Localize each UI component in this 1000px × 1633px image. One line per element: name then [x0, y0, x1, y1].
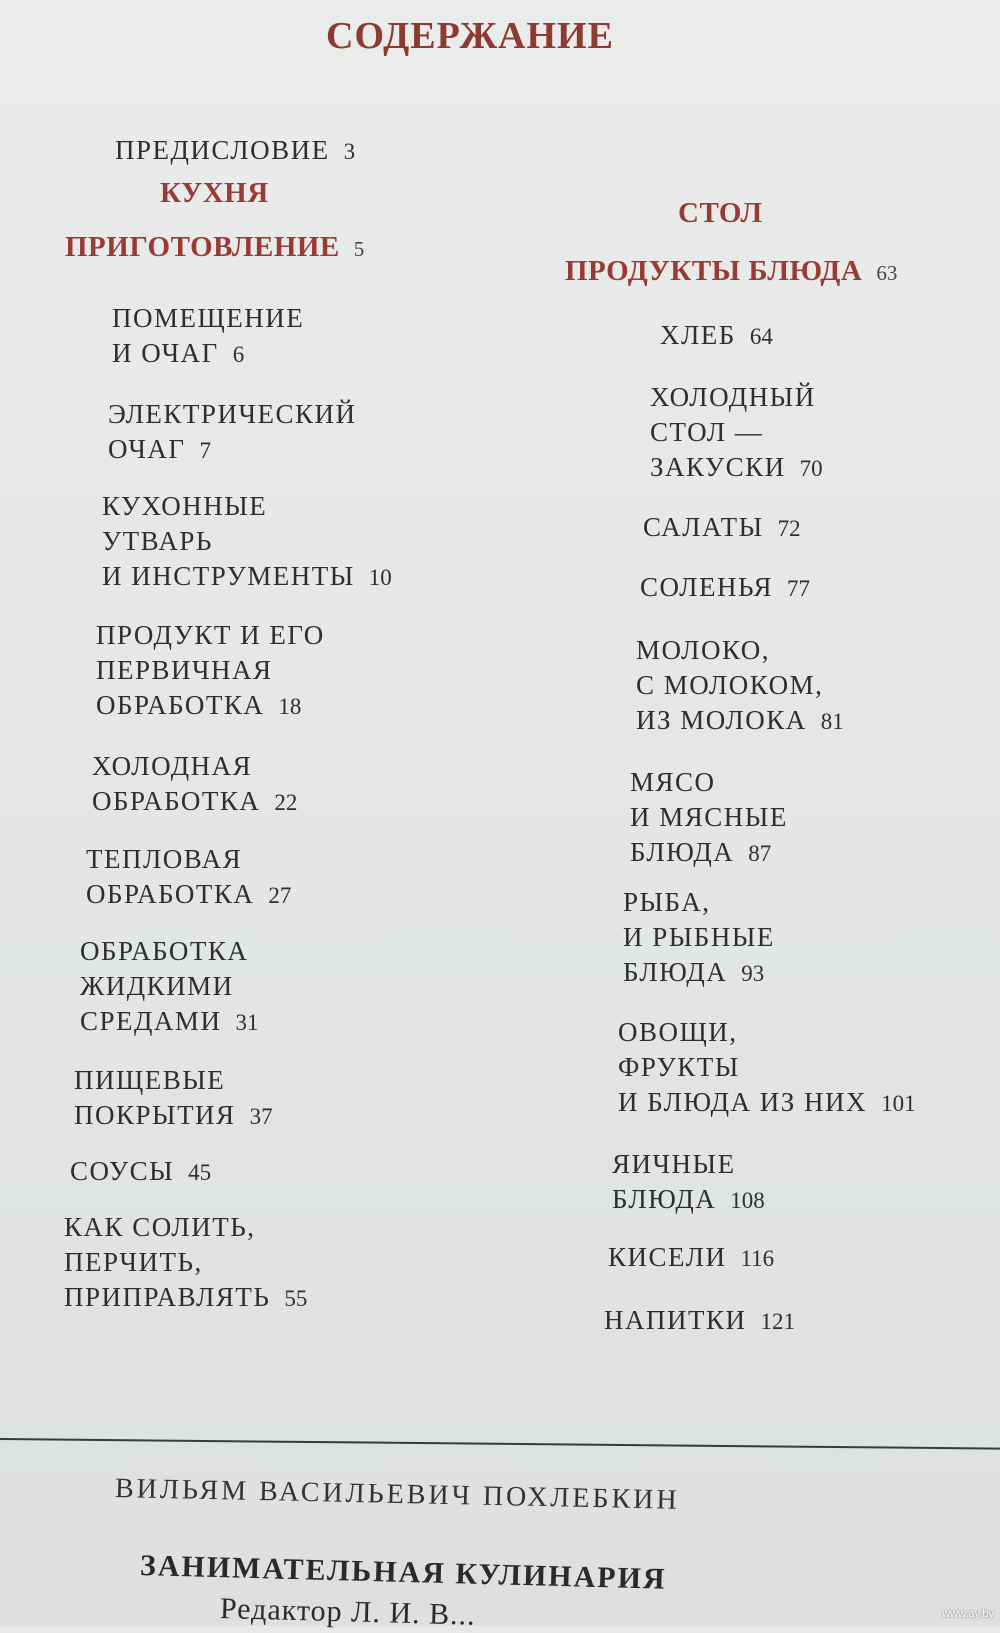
toc-entry-text: БЛЮДА	[630, 837, 735, 867]
toc-entry-line	[650, 380, 823, 415]
toc-entry-text: ХОЛОДНЫЙ	[650, 382, 816, 412]
toc-page-number: 93	[741, 961, 765, 986]
toc-page-number: 31	[235, 1010, 259, 1035]
toc-entry-preface	[115, 133, 355, 169]
toc-entry-text: С МОЛОКОМ,	[636, 670, 824, 700]
toc-page-number: 121	[760, 1309, 795, 1334]
toc-entry-line	[70, 1154, 211, 1190]
divider-line	[0, 1438, 1000, 1450]
toc-page-number: 101	[881, 1091, 916, 1116]
toc-entry-text: КУХОННЫЕ	[102, 491, 268, 521]
toc-entry-line	[630, 835, 788, 871]
toc-entry-text: СОУСЫ	[70, 1156, 175, 1186]
toc-entry-line	[618, 1085, 916, 1121]
toc-entry-line	[636, 668, 844, 703]
toc-page-number: 37	[249, 1104, 273, 1129]
toc-entry-line	[608, 1240, 774, 1276]
toc-entry	[92, 749, 297, 820]
toc-entry-line	[86, 877, 291, 913]
author-name: ВИЛЬЯМ ВАСИЛЬЕВИЧ ПОХЛЕБКИН	[114, 1473, 680, 1516]
toc-entry-text: ИЗ МОЛОКА	[636, 705, 807, 735]
toc-entry-text: ЗАКУСКИ	[650, 452, 786, 482]
toc-entry-text: УТВАРЬ	[102, 526, 213, 556]
toc-entry-line	[96, 618, 325, 653]
toc-entry-text: ХОЛОДНАЯ	[92, 751, 253, 781]
toc-entry-line	[64, 1245, 307, 1280]
toc-entry-line	[630, 800, 788, 835]
toc-entry-text: МЯСО	[630, 767, 716, 797]
toc-entry-line	[618, 1050, 916, 1085]
toc-entry-text: РЫБА,	[623, 887, 711, 917]
toc-entry-text: ОБРАБОТКА	[92, 786, 261, 816]
toc-entry-line	[64, 1280, 307, 1316]
toc-entry-text: ОБРАБОТКА	[86, 879, 255, 909]
toc-entry-line	[74, 1098, 273, 1134]
toc-entry-text: КИСЕЛИ	[608, 1242, 727, 1272]
toc-entry-line	[612, 1182, 765, 1218]
toc-entry-text: СОЛЕНЬЯ	[640, 572, 774, 602]
toc-entry-line	[108, 432, 357, 468]
toc-page-number: 27	[268, 883, 292, 908]
toc-entry	[74, 1063, 273, 1134]
toc-page-number: 45	[188, 1160, 212, 1185]
toc-entry-line	[64, 1210, 307, 1245]
toc-entry	[660, 318, 773, 354]
toc-entry-text: ПЕРЧИТЬ,	[64, 1247, 203, 1277]
toc-entry	[108, 397, 357, 468]
editor-line: Редактор Л. И. В...	[219, 1592, 477, 1632]
toc-entry-text: ОБРАБОТКА	[80, 936, 249, 966]
toc-entry-line	[96, 653, 325, 688]
toc-entry-text: СТОЛ —	[650, 417, 764, 447]
toc-page-number: 70	[799, 456, 823, 481]
toc-page-number: 22	[274, 790, 298, 815]
toc-entry-text: ПОМЕЩЕНИЕ	[112, 303, 305, 333]
toc-entry-line	[92, 749, 297, 784]
toc-entry-text: ЯИЧНЫЕ	[612, 1149, 736, 1179]
toc-page-number: 72	[777, 516, 801, 541]
toc-entry-text: ЭЛЕКТРИЧЕСКИЙ	[108, 399, 357, 429]
toc-entry	[618, 1015, 916, 1121]
toc-entry-line	[640, 570, 810, 606]
toc-entry-line	[623, 955, 775, 991]
toc-entry-text: ПИЩЕВЫЕ	[74, 1065, 226, 1095]
toc-entry	[640, 570, 810, 606]
toc-entry-text: ЖИДКИМИ	[80, 971, 234, 1001]
toc-entry-text: ПРОДУКТ И ЕГО	[96, 620, 325, 650]
section-title-kitchen: КУХНЯ	[160, 177, 269, 209]
toc-page-number: 10	[368, 565, 392, 590]
toc-entry-text: И БЛЮДА ИЗ НИХ	[618, 1087, 868, 1117]
toc-entry-text: НАПИТКИ	[604, 1305, 747, 1335]
toc-entry-line	[96, 688, 325, 724]
toc-entry-text: ПЕРВИЧНАЯ	[96, 655, 273, 685]
toc-page-number: 5	[353, 237, 365, 261]
toc-page-number: 3	[343, 139, 356, 164]
toc-page-number: 6	[232, 342, 245, 367]
toc-entry-line	[650, 415, 823, 450]
toc-page-number: 18	[278, 694, 302, 719]
toc-entry-line	[80, 969, 258, 1004]
toc-entry-line	[650, 450, 823, 486]
toc-entry	[636, 633, 844, 739]
toc-entry	[86, 842, 291, 913]
toc-page-number: 81	[820, 709, 844, 734]
toc-page-number: 108	[730, 1188, 765, 1213]
toc-entry-text: И ОЧАГ	[112, 338, 219, 368]
watermark: www.ay.by	[942, 1608, 994, 1620]
toc-entry-text: МОЛОКО,	[636, 635, 771, 665]
toc-entry-text: КАК СОЛИТЬ,	[64, 1212, 256, 1242]
toc-page-number: 116	[740, 1246, 775, 1271]
toc-entry-line	[74, 1063, 273, 1098]
toc-entry	[650, 380, 823, 486]
toc-entry	[112, 301, 304, 372]
toc-entry-text: ХЛЕБ	[660, 320, 736, 350]
toc-entry-line	[612, 1147, 765, 1182]
toc-entry-text: ПРЕДИСЛОВИЕ	[115, 135, 330, 165]
toc-page-number: 55	[284, 1286, 308, 1311]
toc-entry-line	[102, 489, 392, 524]
toc-entry-text: БЛЮДА	[612, 1184, 717, 1214]
book-title: ЗАНИМАТЕЛЬНАЯ КУЛИНАРИЯ	[139, 1549, 667, 1596]
toc-entry-line	[108, 397, 357, 432]
toc-entry-line	[92, 784, 297, 820]
toc-entry	[612, 1147, 765, 1218]
toc-entry-line	[618, 1015, 916, 1050]
toc-entry	[70, 1154, 211, 1190]
toc-entry	[96, 618, 325, 724]
toc-entry-line	[80, 934, 258, 969]
toc-entry-text: ФРУКТЫ	[618, 1052, 740, 1082]
toc-entry-line	[623, 920, 775, 955]
toc-entry-text: ТЕПЛОВАЯ	[86, 844, 243, 874]
toc-entry-line	[102, 524, 392, 559]
toc-entry	[604, 1303, 795, 1339]
toc-entry-text: ОЧАГ	[108, 434, 186, 464]
toc-entry-line	[112, 336, 304, 372]
contents-heading: СОДЕРЖАНИЕ	[326, 15, 614, 57]
toc-page-number: 77	[787, 576, 811, 601]
toc-entry-text: И РЫБНЫЕ	[623, 922, 775, 952]
section-title-table: СТОЛ	[678, 197, 763, 229]
toc-entry-line	[643, 510, 801, 546]
toc-entry-line	[80, 1004, 258, 1040]
toc-entry	[80, 934, 258, 1040]
toc-entry-line	[660, 318, 773, 354]
toc-entry-text: САЛАТЫ	[643, 512, 764, 542]
toc-entry-line	[102, 559, 392, 595]
toc-entry-text: БЛЮДА	[623, 957, 728, 987]
toc-entry-text: И МЯСНЫЕ	[630, 802, 788, 832]
toc-entry	[630, 765, 788, 871]
toc-entry-text: И ИНСТРУМЕНТЫ	[102, 561, 355, 591]
section-title-preparation: ПРИГОТОВЛЕНИЕ 5	[65, 230, 364, 267]
toc-entry-text: ПОКРЫТИЯ	[74, 1100, 236, 1130]
toc-entry	[643, 510, 801, 546]
toc-page-number: 63	[876, 261, 898, 285]
toc-page-number: 64	[749, 324, 773, 349]
toc-entry	[64, 1210, 307, 1316]
toc-entry-text: ПРИПРАВЛЯТЬ	[64, 1282, 271, 1312]
toc-entry	[102, 489, 392, 595]
toc-entry-line	[604, 1303, 795, 1339]
toc-entry-text: СРЕДАМИ	[80, 1006, 222, 1036]
toc-entry	[608, 1240, 774, 1276]
toc-entry-line	[636, 703, 844, 739]
toc-entry-line	[86, 842, 291, 877]
toc-page-number: 87	[748, 841, 772, 866]
toc-entry-line	[112, 301, 304, 336]
toc-page-number: 7	[199, 438, 211, 463]
toc-entry-line	[623, 885, 775, 920]
toc-entry-text: ОВОЩИ,	[618, 1017, 738, 1047]
toc-entry-line	[630, 765, 788, 800]
toc-entry-text: ОБРАБОТКА	[96, 690, 265, 720]
toc-entry-line	[636, 633, 844, 668]
toc-entry	[623, 885, 775, 991]
section-title-products-dishes: ПРОДУКТЫ БЛЮДА 63	[565, 254, 897, 291]
